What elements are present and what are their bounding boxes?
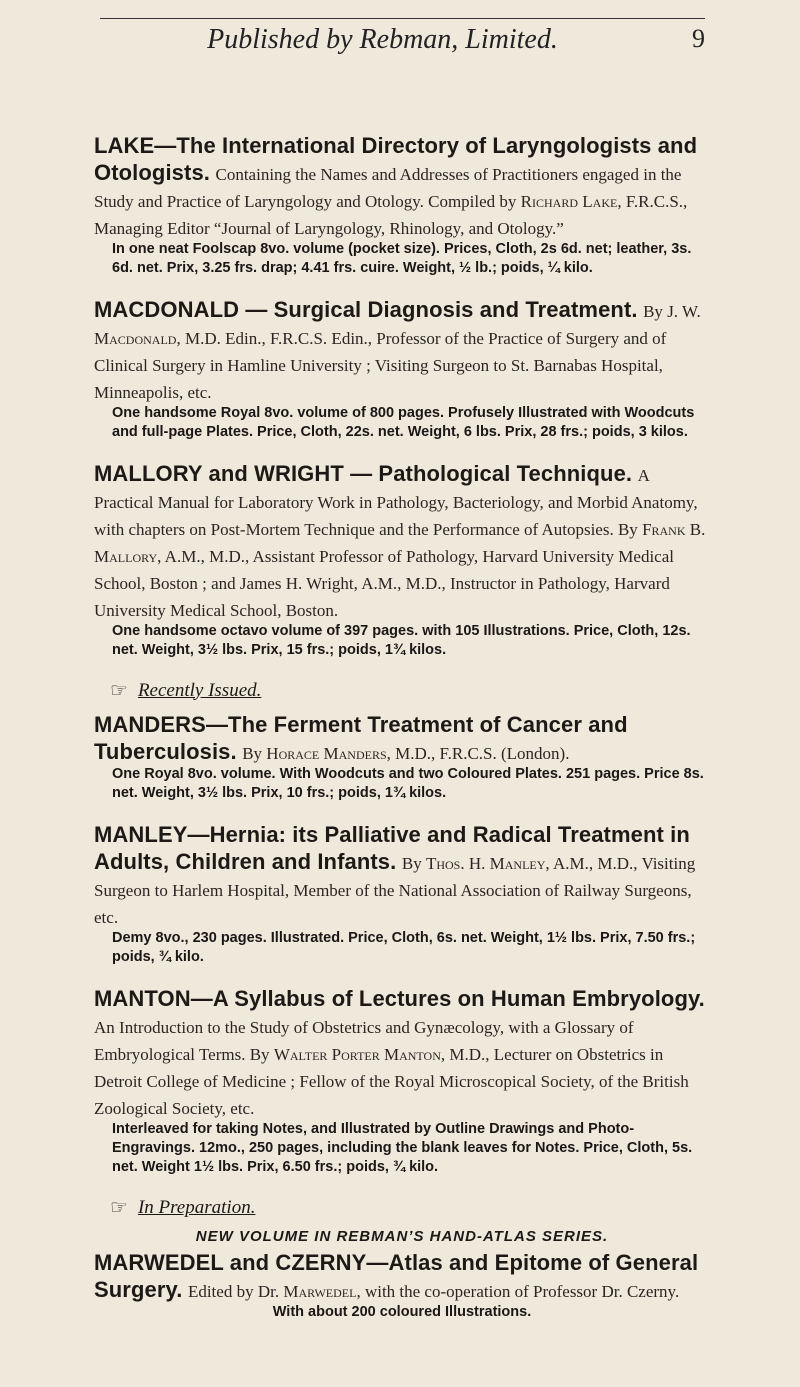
entry-description: By — [401, 854, 426, 873]
entry-title: —Hernia: its Palliative and Radical Treatment in Adults, Children and Infants. — [94, 822, 690, 874]
book-entry-mallory — [94, 460, 710, 660]
notice-in-preparation — [110, 1195, 710, 1220]
entry-title: — Surgical Diagnosis and Treatment. — [239, 297, 638, 322]
entry-description-cont: , M.D. Edin., F.R.C.S. Edin., Professor of the Practice of Surgery and of Clinical Surgery in Hamline University ; Visiting Surgeon to St. Barnabas Hospital, Minneapolis, etc. — [94, 329, 667, 402]
book-entry-manders — [94, 678, 710, 803]
header-title: Published by Rebman, Limited. — [207, 24, 558, 55]
entry-title: —A Syllabus of Lectures on Human Embryology. — [190, 986, 705, 1011]
pointing-hand-icon: ☞ — [110, 1197, 128, 1219]
entry-specs: One handsome octavo volume of 397 pages. with 105 Illustrations. Price, Cloth, 12s. net. Weight, 3½ lbs. Prix, 15 frs.; poids, 1¾ kilos. — [112, 623, 691, 658]
book-entry-marwedel — [94, 1195, 710, 1322]
entry-title: —The International Directory of Laryngologists and Otologists. — [94, 133, 698, 185]
entry-specs: Interleaved for taking Notes, and Illustrated by Outline Drawings and Photo-Engravings. 12mo., 250 pages, including the blank leaves for Notes. Price, Cloth, 5s. net. Weight 1½ lbs. Prix, 6.50 frs.; poids, ¾ kilo. — [112, 1121, 693, 1175]
entry-specs: With about 200 coloured Illustrations. — [272, 1304, 532, 1320]
entry-description-cont: , A.M., M.D., Visiting Surgeon to Harlem Hospital, Member of the National Association of Railway Surgeons, etc. — [94, 854, 696, 927]
entry-specs: In one neat Foolscap 8vo. volume (pocket size). Prices, Cloth, 2s 6d. net; leather, 3s. 6d. net. Prix, 3.25 frs. drap; 4.41 frs. cuire. Weight, ½ lb.; poids, ¼ kilo. — [112, 241, 692, 276]
running-header — [100, 0, 705, 60]
book-entry-macdonald — [94, 296, 710, 442]
pointing-hand-icon: ☞ — [110, 680, 128, 702]
entry-author-name: Walter Porter Manton — [273, 1045, 441, 1064]
book-entry-lake — [94, 132, 710, 278]
entry-description-cont: , M.D., F.R.C.S. (London). — [386, 744, 570, 763]
entry-author: MARWEDEL — [94, 1250, 224, 1275]
entry-description: By — [643, 302, 668, 321]
entry-author: MACDONALD — [94, 297, 240, 322]
entry-author: MANDERS — [94, 712, 206, 737]
notice-recently-issued — [110, 678, 710, 703]
entry-description: Containing the Names and Addresses of Practitioners engaged in the Study and Practice of Laryngology and Otology. Compiled by — [94, 165, 682, 211]
entry-description-cont: , A.M., M.D., Assistant Professor of Pathology, Harvard University Medical School, Boston ; and James H. Wright, A.M., M.D., Instructor in Pathology, Harvard University Medical School, Boston. — [94, 547, 674, 620]
entry-title: and WRIGHT — Pathological Technique. — [202, 461, 633, 486]
entry-description: By — [242, 744, 267, 763]
entry-description-cont: , with the co-operation of Professor Dr. Czerny. — [356, 1282, 680, 1301]
book-entry-manton — [94, 985, 710, 1177]
entry-author-name: Richard Lake — [520, 192, 618, 211]
entry-description: A Practical Manual for Laboratory Work in Pathology, Bacteriology, and Morbid Anatomy, with chapters on Post-Mortem Technique and the Performance of Autopsies. By — [94, 466, 698, 539]
entry-author-name: Frank B. Mallory — [94, 520, 706, 566]
entry-description-cont: , F.R.C.S., Managing Editor “Journal of Laryngology, Rhinology, and Otology.” — [94, 192, 688, 238]
entry-description-cont: , M.D., Lecturer on Obstetrics in Detroit College of Medicine ; Fellow of the Royal Microscopical Society, of the British Zoological Society, etc. — [94, 1045, 689, 1118]
book-entry-manley — [94, 821, 710, 967]
notice-text: In Preparation. — [137, 1196, 256, 1218]
entry-author-name: Horace Manders — [266, 744, 387, 763]
entry-description: Edited by Dr. — [187, 1282, 284, 1301]
entry-author: MALLORY — [94, 461, 203, 486]
entry-specs: One handsome Royal 8vo. volume of 800 pages. Profusely Illustrated with Woodcuts and full-page Plates. Price, Cloth, 22s. net. Weight, 6 lbs. Prix, 28 frs.; poids, 3 kilos. — [112, 405, 695, 440]
series-heading: NEW VOLUME IN REBMAN’S HAND-ATLAS SERIES. — [195, 1228, 609, 1245]
entry-author: MANTON — [94, 986, 191, 1011]
page-number: 9 — [692, 24, 705, 53]
entry-author: MANLEY — [94, 822, 188, 847]
entry-author-name: J. W. Macdonald — [94, 302, 701, 348]
entry-author-name: Thos. H. Manley — [425, 854, 546, 873]
entry-title: and CZERNY—Atlas and Epitome of General Surgery. — [94, 1250, 699, 1302]
entry-author-name: Marwedel — [283, 1282, 357, 1301]
entry-specs: One Royal 8vo. volume. With Woodcuts and two Coloured Plates. 251 pages. Price 8s. net. Weight, 3½ lbs. Prix, 10 frs.; poids, 1¾ kilos. — [112, 766, 704, 801]
entry-author: LAKE — [94, 133, 155, 158]
entry-description: An Introduction to the Study of Obstetrics and Gynæcology, with a Glossary of Embryological Terms. By — [94, 1018, 634, 1064]
header-rule — [100, 18, 705, 19]
notice-text: Recently Issued. — [137, 679, 262, 701]
entry-title: —The Ferment Treatment of Cancer and Tuberculosis. — [94, 712, 628, 764]
entry-specs: Demy 8vo., 230 pages. Illustrated. Price, Cloth, 6s. net. Weight, 1½ lbs. Prix, 7.50 frs.; poids, ¾ kilo. — [112, 930, 696, 965]
book-listings — [94, 132, 710, 1340]
